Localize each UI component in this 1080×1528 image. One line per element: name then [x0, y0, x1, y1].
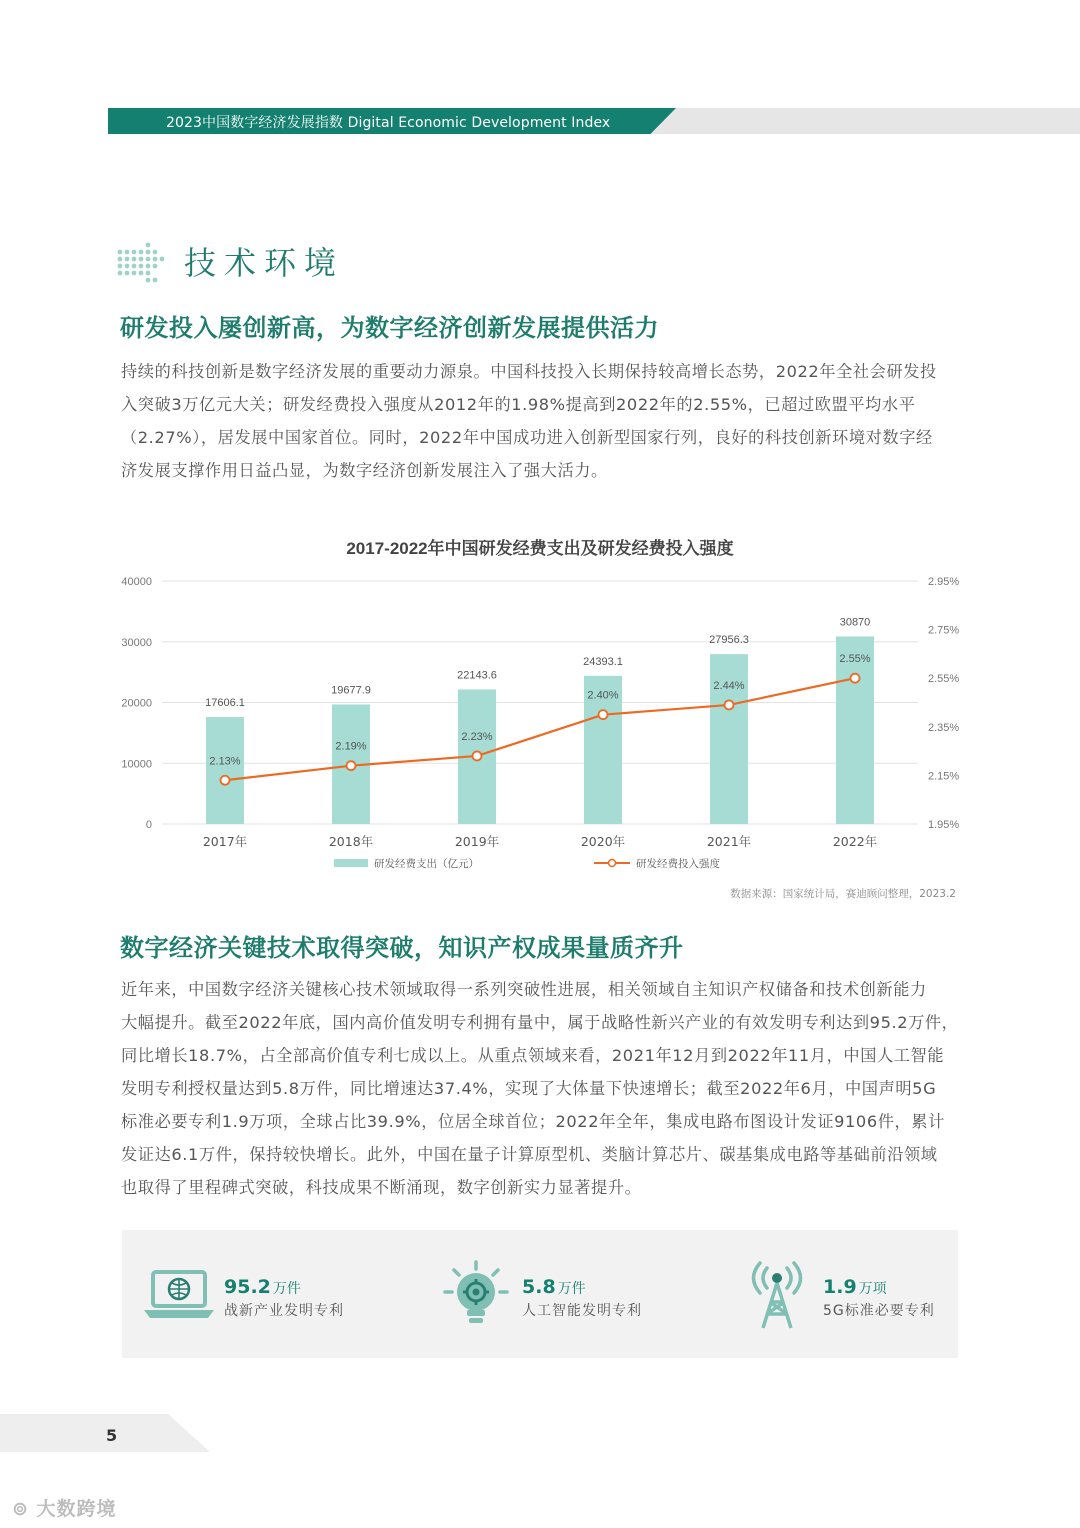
line-point	[347, 761, 356, 770]
laptop-globe-icon	[142, 1260, 214, 1330]
paragraph-line: 同比增长18.7%，占全部高价值专利七成以上。从重点领域来看，2021年12月到2022年11月，中国人工智能	[121, 1046, 945, 1065]
logo-mark-icon: ⊚	[12, 1498, 37, 1520]
paragraph-line: 济发展支撑作用日益凸显，为数字经济创新发展注入了强大活力。	[121, 461, 608, 480]
y-left-tick-label: 0	[145, 819, 152, 831]
paragraph-line: 发证达6.1万件，保持较快增长。此外，中国在量子计算原型机、类脑计算芯片、碳基集成电路等基础前沿领域	[121, 1145, 938, 1164]
legend-bar-swatch	[334, 859, 368, 867]
subsection-title-ip: 数字经济关键技术取得突破，知识产权成果量质齐升	[120, 934, 684, 962]
line-value-label: 2.19%	[335, 740, 367, 753]
line-value-label: 2.55%	[839, 653, 871, 666]
paragraph-ip	[121, 973, 961, 1204]
line-point	[725, 700, 734, 709]
paragraph-line: 入突破3万亿元大关；研发经费投入强度从2012年的1.98%提高到2022年的2.55%，已超过欧盟平均水平	[121, 395, 916, 414]
line-value-label: 2.23%	[461, 730, 493, 743]
bar-value-label: 17606.1	[205, 697, 245, 710]
y-left-tick-label: 20000	[121, 697, 152, 710]
x-tick-label: 2020年	[580, 834, 626, 849]
line-point	[221, 776, 230, 785]
paragraph-line: 标准必要专利1.9万项，全球占比39.9%，位居全球首位；2022年全年，集成电路布图设计发证9106件，累计	[121, 1112, 945, 1131]
data-source: 数据来源：国家统计局，赛迪顾问整理，2023.2	[730, 888, 956, 900]
chart-title: 2017-2022年中国研发经费支出及研发经费投入强度	[346, 539, 734, 558]
paragraph-line: 大幅提升。截至2022年底，国内高价值发明专利拥有量中，属于战略性新兴产业的有效发明专利达到95.2万件，	[121, 1013, 959, 1032]
bar	[206, 717, 244, 824]
paragraph-line: 近年来，中国数字经济关键核心技术领域取得一系列突破性进展，相关领域自主知识产权储备和技术创新能力	[121, 980, 927, 999]
rd-chart	[100, 565, 980, 880]
y-right-tick-label: 2.55%	[928, 673, 960, 686]
y-left-tick-label: 10000	[121, 758, 152, 771]
line-value-label: 2.13%	[209, 755, 241, 768]
y-right-tick-label: 2.75%	[928, 624, 960, 637]
bar-value-label: 22143.6	[457, 669, 497, 682]
intensity-line	[225, 678, 855, 780]
bar-value-label: 27956.3	[709, 634, 749, 647]
x-tick-label: 2018年	[328, 834, 374, 849]
header-title: 2023中国数字经济发展指数 Digital Economic Development Index	[166, 115, 611, 131]
x-tick-label: 2022年	[832, 834, 878, 849]
x-tick-label: 2017年	[202, 834, 248, 849]
brand-logo	[12, 1494, 117, 1521]
lightbulb-gear-icon	[440, 1260, 512, 1330]
line-value-label: 2.44%	[713, 679, 745, 692]
stat-value: 5.8 万件	[522, 1276, 586, 1298]
line-point	[473, 751, 482, 760]
line-point	[599, 710, 608, 719]
paragraph-line: （2.27%），居发展中国家首位。同时，2022年中国成功进入创新型国家行列，良好的科技创新环境对数字经	[121, 428, 933, 447]
stat-label: 战新产业发明专利	[224, 1303, 344, 1319]
line-point	[851, 674, 860, 683]
page-number: 5	[106, 1426, 118, 1445]
paragraph-rd	[121, 355, 961, 487]
stat-label: 人工智能发明专利	[522, 1303, 642, 1319]
bar-value-label: 30870	[839, 616, 871, 629]
bar-value-label: 19677.9	[331, 684, 371, 697]
x-tick-label: 2021年	[706, 834, 752, 849]
logo-text: 大数跨境	[36, 1498, 117, 1520]
y-right-tick-label: 1.95%	[928, 819, 960, 831]
page-number-bar	[0, 1414, 210, 1452]
signal-tower-icon	[741, 1260, 813, 1330]
y-right-tick-label: 2.15%	[928, 770, 960, 783]
legend-bar-label: 研发经费支出（亿元）	[374, 858, 479, 870]
x-tick-label: 2019年	[454, 834, 500, 849]
section-title: 技术环境	[184, 244, 345, 282]
y-left-tick-label: 30000	[121, 636, 152, 649]
header-accent-bar	[640, 108, 1080, 134]
y-left-tick-label: 40000	[121, 576, 152, 588]
bar-value-label: 24393.1	[583, 655, 623, 668]
subsection-title-rd: 研发投入屡创新高，为数字经济创新发展提供活力	[120, 314, 659, 342]
stat-label: 5G标准必要专利	[823, 1303, 935, 1319]
y-right-tick-label: 2.95%	[928, 576, 960, 588]
paragraph-line: 发明专利授权量达到5.8万件，同比增速达37.4%，实现了大体量下快速增长；截至2022年6月，中国声明5G	[121, 1079, 937, 1098]
y-right-tick-label: 2.35%	[928, 721, 960, 734]
legend-line-marker	[609, 860, 616, 867]
dots-decoration-icon	[116, 238, 164, 286]
line-value-label: 2.40%	[587, 689, 619, 702]
stat-value: 1.9 万项	[823, 1276, 887, 1298]
legend-line-label: 研发经费投入强度	[636, 858, 720, 870]
paragraph-line: 也取得了里程碑式突破，科技成果不断涌现，数字创新实力显著提升。	[121, 1178, 642, 1197]
stat-value: 95.2 万件	[224, 1276, 301, 1298]
paragraph-line: 持续的科技创新是数字经济发展的重要动力源泉。中国科技投入长期保持较高增长态势，2022年全社会研发投	[121, 362, 937, 381]
